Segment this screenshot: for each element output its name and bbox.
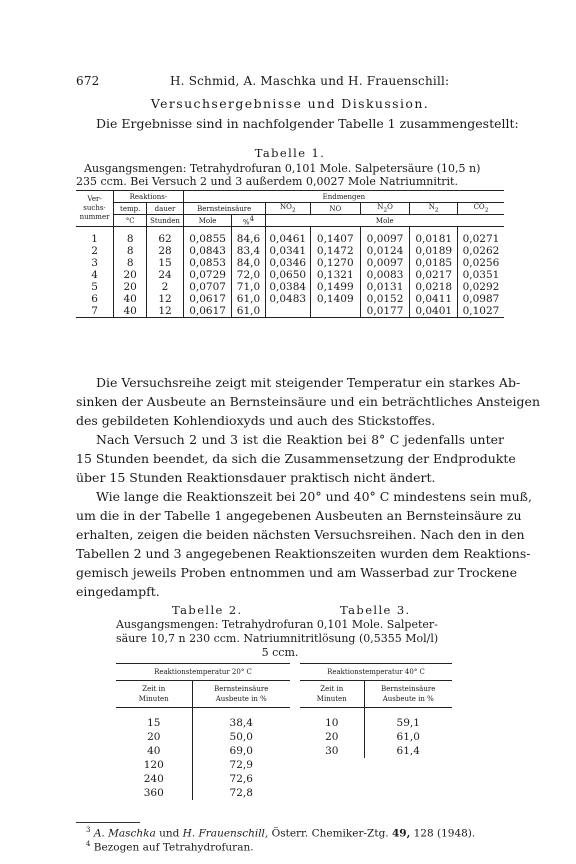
page-number: 672 bbox=[76, 74, 100, 88]
table2-row-cell: 15 bbox=[147, 717, 161, 729]
table1-row-cell: 62 bbox=[147, 233, 183, 245]
table2-row bbox=[116, 772, 290, 786]
table1-row-cell: 0,0185 bbox=[410, 257, 458, 269]
table1-header-bernsteinsaeure: Bernsteinsäure bbox=[183, 203, 265, 215]
table1-row bbox=[76, 293, 504, 305]
table1-row-cell: 0,1499 bbox=[310, 281, 360, 293]
table1-row bbox=[76, 281, 504, 293]
table1-row-cell: 0,0855 bbox=[183, 233, 232, 245]
table1-row-cell: 0,0650 bbox=[265, 269, 310, 281]
table2-row bbox=[116, 758, 290, 772]
table1-row-cell: 24 bbox=[147, 269, 183, 281]
table1-row-cell: 0,0083 bbox=[360, 269, 410, 281]
table1-row-cell: 0,1472 bbox=[310, 245, 360, 257]
table3-row bbox=[300, 716, 452, 730]
table1-row-cell: 0,0707 bbox=[183, 281, 232, 293]
table2-row bbox=[116, 716, 290, 730]
table1 bbox=[76, 190, 504, 318]
paragraph3-line4: Tabellen 2 und 3 angegebenen Reaktionszeiten wurden dem Reaktions- bbox=[76, 546, 531, 561]
table1-row-cell: 0,0351 bbox=[457, 269, 504, 281]
table1-row-cell: 0,0292 bbox=[457, 281, 504, 293]
table3 bbox=[300, 663, 452, 758]
table1-header-dauer: dauer bbox=[147, 203, 183, 215]
table1-header-temp: temp. bbox=[114, 203, 147, 215]
table3-row-cell: 61,0 bbox=[364, 730, 452, 744]
table3-row-cell: 59,1 bbox=[364, 716, 452, 730]
table3-row bbox=[300, 744, 452, 758]
table1-header-n2: $N_2$ bbox=[410, 203, 458, 215]
footnote-4: $^4$ Bezogen auf Tetrahydrofuran. bbox=[86, 840, 254, 854]
table1-row-cell: 5 bbox=[91, 281, 98, 294]
table1-row-cell: 20 bbox=[114, 269, 147, 281]
table1-row-cell: 0,0097 bbox=[360, 233, 410, 245]
table1-row-cell: 0,0152 bbox=[360, 293, 410, 305]
table1-unit-mole: Mole bbox=[183, 215, 232, 227]
table1-row-cell: 3 bbox=[91, 257, 98, 270]
table1-row-cell: 0,0401 bbox=[410, 305, 458, 318]
table1-row-cell: 0,0262 bbox=[457, 245, 504, 257]
table1-row-cell: 0,0461 bbox=[265, 233, 310, 245]
table2-row-cell: 69,0 bbox=[192, 744, 290, 758]
table3-header-group: Reaktionstemperatur 40° C bbox=[300, 664, 452, 681]
table1-row-cell: 61,0 bbox=[232, 305, 265, 318]
table1-row-cell: 7 bbox=[76, 305, 114, 318]
table1-unit-mole-endmengen: Mole bbox=[265, 215, 504, 227]
intro-text: Die Ergebnisse sind in nachfolgender Tabelle 1 zusammengestellt: bbox=[96, 116, 519, 131]
table2-row-cell: 20 bbox=[147, 731, 161, 743]
table1-row-cell: 15 bbox=[147, 257, 183, 269]
section-title: Versuchsergebnisse und Diskussion. bbox=[150, 96, 430, 111]
table1-row-cell: 0,1321 bbox=[310, 269, 360, 281]
table1-caption-line1: Ausgangsmengen: Tetrahydrofuran 0,101 Mole. Salpetersäure (10,5 n) bbox=[84, 162, 481, 175]
table1-row-cell: 0,0341 bbox=[265, 245, 310, 257]
table1-row-cell: 0,0218 bbox=[410, 281, 458, 293]
table1-unit-dauer: Stunden bbox=[147, 215, 183, 227]
table1-row-cell: 0,0411 bbox=[410, 293, 458, 305]
table1-row-cell: 0,0987 bbox=[457, 293, 504, 305]
paragraph3-line2: um die in der Tabelle 1 angegebenen Ausbeuten an Bernsteinsäure zu bbox=[76, 508, 522, 523]
table3-header-ausbeute: Bernsteinsäure Ausbeute in % bbox=[364, 681, 452, 708]
table2-row-cell: 38,4 bbox=[192, 716, 290, 730]
table2-row bbox=[116, 786, 290, 800]
table3-row-cell: 30 bbox=[325, 745, 339, 757]
table1-row-cell: 0,1270 bbox=[310, 257, 360, 269]
table1-row-cell: 84,6 bbox=[232, 233, 265, 245]
table1-row-cell: 0,0729 bbox=[183, 269, 232, 281]
table1-header-no2: $NO_2$ bbox=[265, 203, 310, 215]
table1-row-cell: 8 bbox=[114, 233, 147, 245]
table2-row-cell: 72,6 bbox=[192, 772, 290, 786]
table1-row-cell: 0,0346 bbox=[265, 257, 310, 269]
table1-row-cell: 0,0853 bbox=[183, 257, 232, 269]
table1-row-cell: 0,0617 bbox=[183, 305, 232, 318]
paragraph2-line1: Nach Versuch 2 und 3 ist die Reaktion bei 8° C jedenfalls unter bbox=[96, 432, 504, 447]
table1-row-cell: 12 bbox=[147, 305, 183, 318]
table2-row-cell: 72,9 bbox=[192, 758, 290, 772]
table3-row-cell: 61,4 bbox=[364, 744, 452, 758]
table1-row-cell: 0,0124 bbox=[360, 245, 410, 257]
table1-row bbox=[76, 305, 504, 318]
table2-row-cell: 50,0 bbox=[192, 730, 290, 744]
table1-row-cell: 12 bbox=[147, 293, 183, 305]
table1-row bbox=[76, 257, 504, 269]
table1-unit-temp: °C bbox=[114, 215, 147, 227]
table1-row-cell: 0,0097 bbox=[360, 257, 410, 269]
table1-row-cell: 8 bbox=[114, 257, 147, 269]
table1-row-cell: 72,0 bbox=[232, 269, 265, 281]
table1-row-cell: 0,0131 bbox=[360, 281, 410, 293]
table1-row-cell: 0,0617 bbox=[183, 293, 232, 305]
table2-row-cell: 360 bbox=[143, 787, 164, 799]
table1-row-cell: 8 bbox=[114, 245, 147, 257]
table2-title: Tabelle 2. bbox=[172, 603, 243, 617]
table1-row bbox=[76, 245, 504, 257]
tables23-caption-line2: säure 10,7 n 230 ccm. Natriumnitritlösung (0,5355 Mol/l) bbox=[116, 632, 439, 645]
paragraph3-line1: Wie lange die Reaktionszeit bei 20° und 40° C mindestens sein muß, bbox=[96, 489, 532, 504]
table1-row-cell: 71,0 bbox=[232, 281, 265, 293]
table1-row-cell: 0,0256 bbox=[457, 257, 504, 269]
table1-row-cell: 0,0271 bbox=[457, 233, 504, 245]
table1-row-cell: 0,0181 bbox=[410, 233, 458, 245]
table1-row bbox=[76, 233, 504, 245]
paragraph2-line3: über 15 Stunden Reaktionsdauer praktisch nicht ändert. bbox=[76, 470, 436, 485]
table2-row-cell: 240 bbox=[143, 773, 164, 785]
table2-row bbox=[116, 744, 290, 758]
table1-row-cell: 20 bbox=[114, 281, 147, 293]
table1-unit-percent: %$^4$ bbox=[232, 215, 265, 227]
table1-row-cell: 0,0177 bbox=[360, 305, 410, 318]
table2-row-cell: 72,8 bbox=[192, 786, 290, 800]
table1-header-n2o: $N_2O$ bbox=[360, 203, 410, 215]
table1-row-cell: 0,1409 bbox=[310, 293, 360, 305]
table1-row bbox=[76, 269, 504, 281]
table1-row-cell: 61,0 bbox=[232, 293, 265, 305]
footnote-3: $^3$ A. Maschka und H. Frauenschill, Österr. Chemiker-Ztg. 49, 128 (1948). bbox=[86, 826, 476, 840]
table1-row-cell: 2 bbox=[147, 281, 183, 293]
paragraph3-line5: gemisch jeweils Proben entnommen und am Wasserbad zur Trockene bbox=[76, 565, 517, 580]
table1-caption-line2: 235 ccm. Bei Versuch 2 und 3 außerdem 0,0027 Mole Natriumnitrit. bbox=[76, 175, 458, 188]
table3-title: Tabelle 3. bbox=[340, 603, 411, 617]
table3-header-zeit: Zeit in Minuten bbox=[300, 681, 364, 708]
table1-row-cell: 40 bbox=[114, 293, 147, 305]
table1-row-cell: 40 bbox=[114, 305, 147, 318]
table1-row-cell: 0,1407 bbox=[310, 233, 360, 245]
table1-header-endmengen: Endmengen bbox=[183, 191, 504, 203]
table2-row bbox=[116, 730, 290, 744]
table3-row-cell: 10 bbox=[325, 717, 339, 729]
table3-row bbox=[300, 730, 452, 744]
table1-header-reaktion: Reaktions- bbox=[114, 191, 184, 203]
table1-row-cell: 2 bbox=[91, 245, 98, 258]
paragraph3-line6: eingedampft. bbox=[76, 584, 160, 599]
table2-row-cell: 40 bbox=[147, 745, 161, 757]
table1-row-cell bbox=[310, 305, 360, 318]
table1-row-cell: 0,1027 bbox=[457, 305, 504, 318]
table1-row-cell bbox=[265, 305, 310, 318]
table1-row-cell: 0,0483 bbox=[265, 293, 310, 305]
table2 bbox=[116, 663, 290, 800]
footnote-rule bbox=[76, 822, 140, 823]
table1-row-cell: 0,0843 bbox=[183, 245, 232, 257]
table1-row-cell: 84,0 bbox=[232, 257, 265, 269]
table1-row-cell: 0,0217 bbox=[410, 269, 458, 281]
paragraph3-line3: erhalten, zeigen die beiden nächsten Versuchsreihen. Nach den in den bbox=[76, 527, 525, 542]
table1-row-cell: 83,4 bbox=[232, 245, 265, 257]
running-head-authors: H. Schmid, A. Maschka und H. Frauenschill: bbox=[170, 74, 450, 88]
table1-row-cell: 6 bbox=[91, 293, 98, 306]
table2-header-ausbeute: Bernsteinsäure Ausbeute in % bbox=[192, 681, 290, 708]
table1-row-cell: 4 bbox=[91, 269, 98, 282]
table1-row-cell: 28 bbox=[147, 245, 183, 257]
table1-header-versuch: Ver- suchs- nummer bbox=[76, 191, 114, 227]
table2-header-group: Reaktionstemperatur 20° C bbox=[116, 664, 290, 681]
paragraph2-line2: 15 Stunden beendet, da sich die Zusammensetzung der Endprodukte bbox=[76, 451, 516, 466]
table1-title: Tabelle 1. bbox=[254, 146, 326, 160]
tables23-caption-line3: 5 ccm. bbox=[261, 646, 299, 659]
paragraph1-line1: Die Versuchsreihe zeigt mit steigender Temperatur ein starkes Ab- bbox=[96, 375, 521, 390]
paragraph1-line3: des gebildeten Kohlendioxyds und auch des Stickstoffes. bbox=[76, 413, 436, 428]
table2-header-zeit: Zeit in Minuten bbox=[116, 681, 192, 708]
table3-row-cell: 20 bbox=[325, 731, 339, 743]
paragraph1-line2: sinken der Ausbeute an Bernsteinsäure und ein beträchtliches Ansteigen bbox=[76, 394, 540, 409]
table1-row-cell: 0,0189 bbox=[410, 245, 458, 257]
table1-row-cell: 0,0384 bbox=[265, 281, 310, 293]
table1-row-cell: 1 bbox=[91, 233, 98, 246]
table1-header-co2: $CO_2$ bbox=[457, 203, 504, 215]
table2-row-cell: 120 bbox=[143, 759, 164, 771]
tables23-caption-line1: Ausgangsmengen: Tetrahydrofuran 0,101 Mole. Salpeter- bbox=[116, 618, 438, 631]
table1-header-no: NO bbox=[310, 203, 360, 215]
